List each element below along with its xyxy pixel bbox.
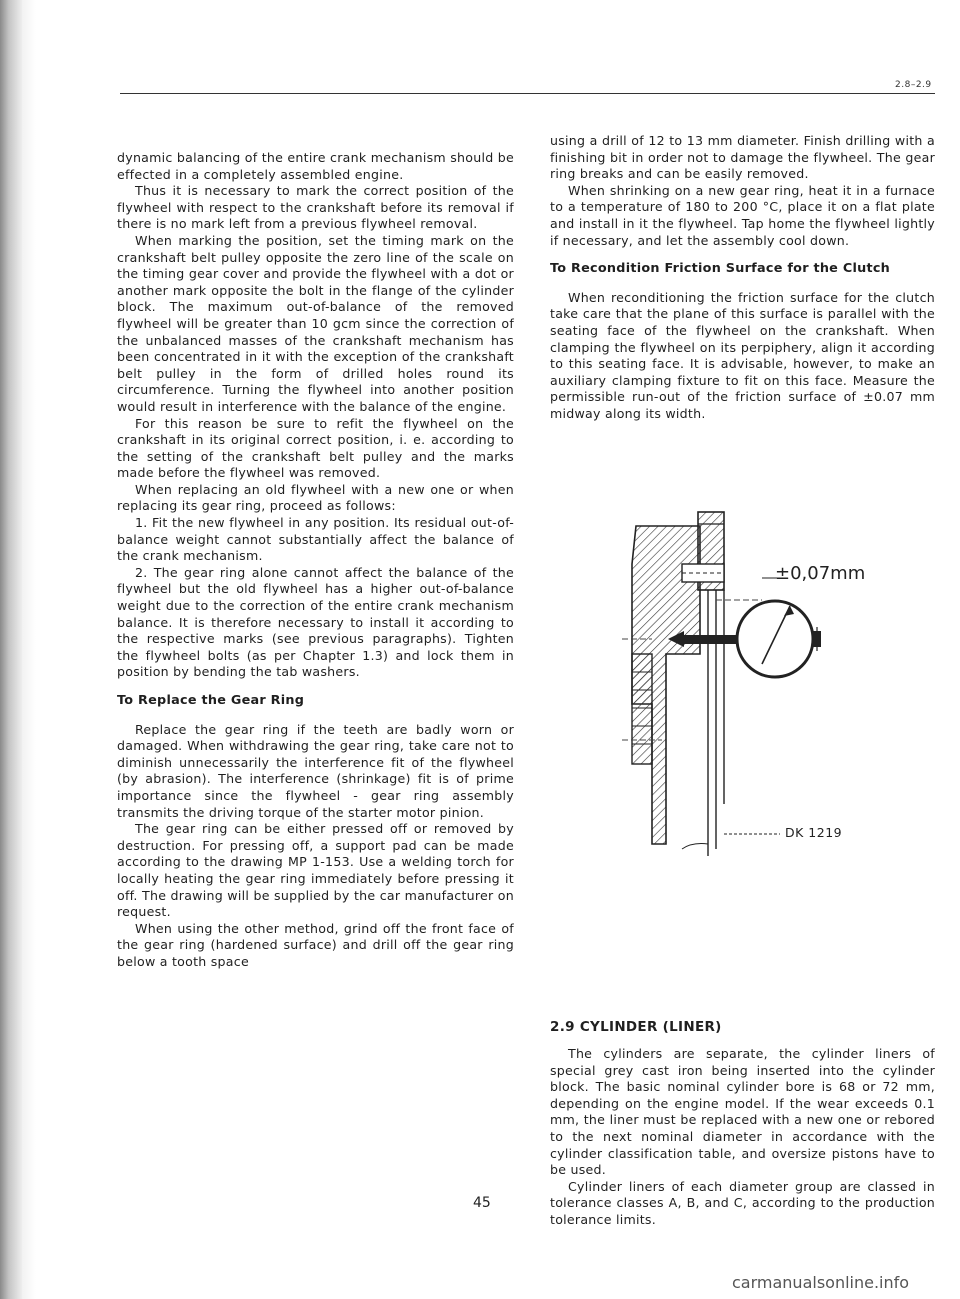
flywheel-cross-section-drawing [612,504,864,856]
section-title: 2.9 CYLINDER (LINER) [550,1019,722,1035]
paragraph: Thus it is necessary to mark the correct position of the flywheel with respect to the crankshaft before its removal if there is no mark left from a previous flywheel removal. [117,183,514,232]
paragraph: Replace the gear ring if the teeth are badly worn or damaged. When withdrawing the gear ring, take care not to diminish unnecessarily the interference fit of the flywheel (by abrasion). The interference (shrinkage) fit is of prime importance since the flywheel - gear ring assembly transmits the driving torque of the starter motor pinion. [117,721,514,820]
paragraph: When shrinking on a new gear ring, heat it in a furnace to a temperature of 180 to 200 °C, place it on a flat plate and install in it the flywheel. Tap home the flywheel lightly if necessary, and let the assembly cool down. [550,182,935,248]
flywheel-runout-figure [612,504,864,856]
paragraph: When marking the position, set the timing mark on the crankshaft belt pulley opposite the zero line of the scale on the timing gear cover and provide the flywheel with a dot or another mark opposite the bolt in the flange of the cylinder block. The maximum out-of-balance of the removed flywheel will be greater than 10 gcm since the correction of the unbalanced masses of the crankshaft mechanism has been concentrated in it with the exception of the crankshaft belt pulley in the form of drilled holes round its circumference. Turning the flywheel into another position would result in interference with the balance of the engine. [117,232,514,414]
paragraph: The gear ring can be either pressed off or removed by destruction. For pressing off, a support pad can be made according to the drawing MP 1-153. Use a welding torch for locally heating the gear ring immediately before pressing it off. The drawing will be supplied by the car manufacturer on request. [117,821,514,920]
page-binding-shadow [0,0,22,1299]
section-heading: To Recondition Friction Surface for the Clutch [550,261,891,277]
figure-code-label: DK 1219 [785,825,843,840]
section-heading: To Replace the Gear Ring [117,693,305,708]
header-rule [120,93,935,94]
right-column-lower [550,1046,935,1229]
page-binding-edge [22,0,36,1299]
right-column [550,133,935,423]
paragraph: The cylinders are separate, the cylinder liners of special grey cast iron being inserted into the cylinder block. The basic nominal cylinder bore is 68 or 72 mm, depending on the engine model. If the wear exceeds 0.1 mm, the liner must be replaced with a new one or rebored to the next nominal diameter in accordance with the cylinder classification table, and oversize pistons have to be used. [550,1046,935,1178]
paragraph: Cylinder liners of each diameter group are classed in tolerance classes A, B, and C, according to the production tolerance limits. [550,1178,935,1227]
left-column [117,150,514,971]
paragraph: When replacing an old flywheel with a new one or when replacing its gear ring, proceed as follows: [117,481,514,514]
paragraph: dynamic balancing of the entire crank mechanism should be effected in a completely assembled engine. [117,150,514,182]
paragraph: When using the other method, grind off the front face of the gear ring (hardened surface) and drill off the gear ring below a tooth space [117,920,514,969]
watermark: carmanualsonline.info [732,1273,910,1292]
section-code: 2.8–2.9 [895,80,932,90]
paragraph: using a drill of 12 to 13 mm diameter. Finish drilling with a finishing bit in order not to damage the flywheel. The gear ring breaks and can be easily removed. [550,133,935,182]
runout-dimension-label: ±0,07mm [775,563,866,584]
paragraph: When reconditioning the friction surface for the clutch take care that the plane of this surface is parallel with the seating face of the flywheel on the crankshaft. When clamping the flywheel on its perpiphery, align it according to this seating face. It is advisable, however, to make an auxiliary clamping fixture to fit on this face. Measure the permissible run-out of the friction surface of ±0.07 mm midway along its width. [550,289,935,421]
paragraph: For this reason be sure to refit the flywheel on the crankshaft in its original correct position, i. e. according to the setting of the crankshaft belt pulley and the marks made before the flywheel was removed. [117,415,514,481]
page-number: 45 [473,1195,491,1211]
paragraph: 1. Fit the new flywheel in any position. Its residual out-of-balance weight cannot substantially affect the balance of the crank mechanism. [117,515,514,564]
paragraph: 2. The gear ring alone cannot affect the balance of the flywheel but the old flywheel has a higher out-of-balance weight due to the correction of the entire crank mechanism balance. It is therefore necessary to install it according to the respective marks (see previous paragraphs). Tighten the flywheel bolts (as per Chapter 1.3) and lock them in position by bending the tab washers. [117,564,514,680]
